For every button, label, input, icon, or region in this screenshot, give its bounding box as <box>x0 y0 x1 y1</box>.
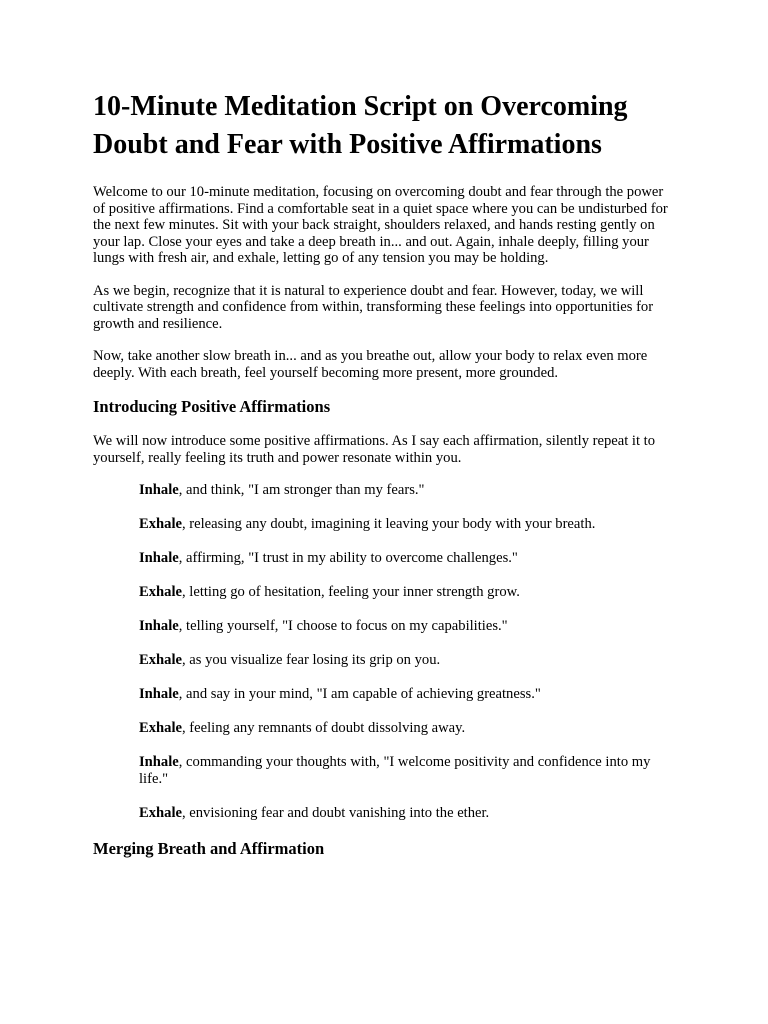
affirmation-text: , letting go of hesitation, feeling your inner strength grow. <box>181 584 520 600</box>
affirmation-text: , as you visualize fear losing its grip on you. <box>181 652 441 668</box>
affirmation-keyword: Inhale <box>139 550 179 566</box>
affirmation-item <box>139 805 675 822</box>
affirmation-text: , and say in your mind, "I am capable of achieving greatness." <box>178 686 541 702</box>
affirmation-keyword: Exhale <box>139 652 182 668</box>
affirmation-keyword: Exhale <box>139 804 182 821</box>
affirmation-item <box>139 584 675 601</box>
affirmation-item <box>139 516 675 533</box>
affirmation-item <box>139 754 675 787</box>
affirmation-item <box>139 550 675 567</box>
affirmation-text: , commanding your thoughts with, "I welcome positivity and confidence into my life." <box>139 754 651 787</box>
section-heading-affirmations: Introducing Positive Affirmations <box>93 397 331 416</box>
affirmation-text: , telling yourself, "I choose to focus on my capabilities." <box>178 618 508 634</box>
affirmation-item <box>139 652 675 669</box>
section-heading-merging: Merging Breath and Affirmation <box>93 838 325 858</box>
affirmations-intro-paragraph: We will now introduce some positive affirmations. As I say each affirmation, silently repeat it to yourself, really feeling its truth and power resonate within you. <box>93 433 656 466</box>
affirmation-text: , affirming, "I trust in my ability to overcome challenges." <box>178 550 518 566</box>
affirmation-item <box>139 720 675 737</box>
affirmation-keyword: Exhale <box>139 516 182 532</box>
document-title: 10-Minute Meditation Script on Overcoming Doubt and Fear with Positive Affirmations <box>93 91 628 160</box>
intro-paragraph-3: Now, take another slow breath in... and as you breathe out, allow your body to relax even more deeply. With each breath, feel yourself becoming more present, more grounded. <box>93 348 648 381</box>
affirmation-keyword: Inhale <box>139 482 179 498</box>
affirmation-list <box>93 482 675 821</box>
intro-paragraph-1: Welcome to our 10-minute meditation, focusing on overcoming doubt and fear through the power of positive affirmations. Find a comfortable seat in a quiet space where you can be undisturbed for the next few minutes. Sit with your back straight, shoulders relaxed, and hands resting gently on your lap. Close your eyes and take a deep breath in... and out. Again, inhale deeply, filling your lungs with fresh air, and exhale, letting go of any tension you may be holding. <box>93 184 668 266</box>
affirmation-text: , feeling any remnants of doubt dissolving away. <box>181 720 466 736</box>
affirmation-text: , and think, "I am stronger than my fears." <box>178 482 425 498</box>
affirmation-text: , releasing any doubt, imagining it leaving your body with your breath. <box>181 516 596 532</box>
affirmation-keyword: Exhale <box>139 584 182 600</box>
affirmation-keyword: Exhale <box>139 720 182 736</box>
affirmation-item <box>139 618 675 635</box>
affirmation-item <box>139 482 675 499</box>
affirmation-keyword: Inhale <box>139 686 179 702</box>
affirmation-item <box>139 686 675 703</box>
intro-paragraph-2: As we begin, recognize that it is natural to experience doubt and fear. However, today, we will cultivate strength and confidence from within, transforming these feelings into opportunities for growth and resilience. <box>93 282 654 332</box>
affirmation-text: , envisioning fear and doubt vanishing into the ether. <box>181 804 490 821</box>
affirmation-keyword: Inhale <box>139 754 179 770</box>
affirmation-keyword: Inhale <box>139 618 179 634</box>
